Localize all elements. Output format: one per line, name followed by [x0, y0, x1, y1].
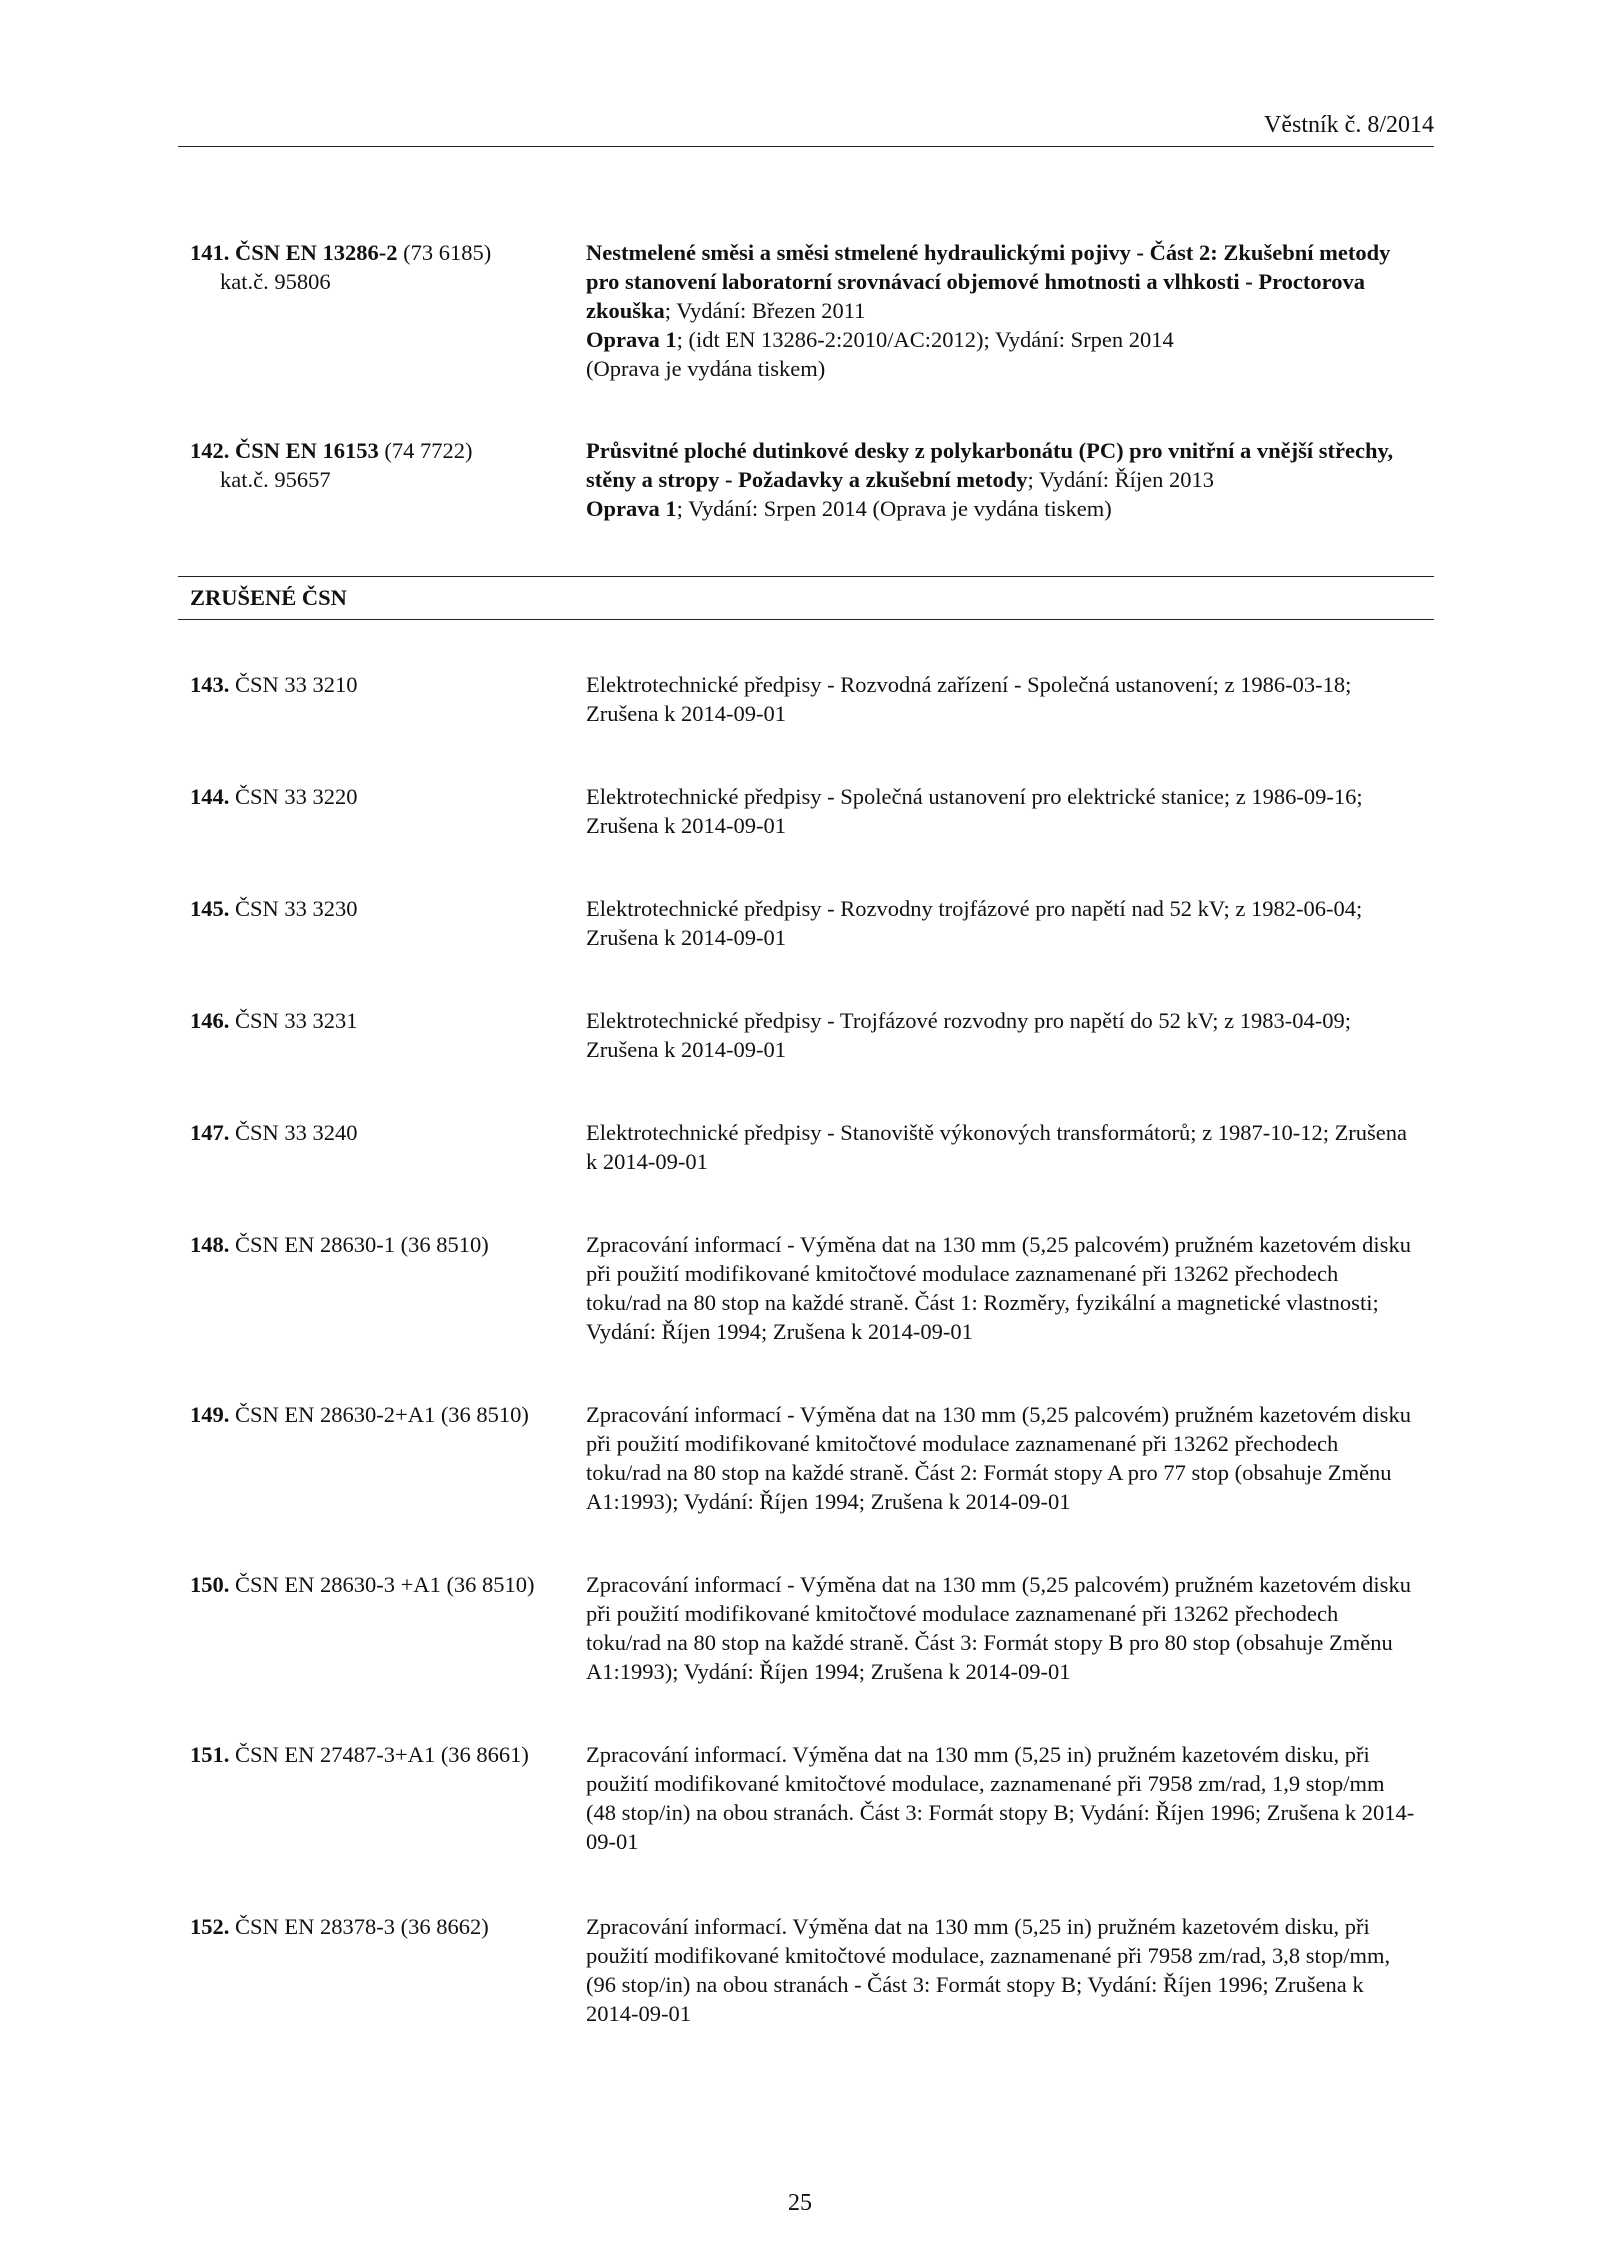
entry-description: Zpracování informací. Výměna dat na 130 mm (5,25 in) pružném kazetovém disku, při použití modifikované kmitočtové modulace, zaznamenané při 7958 zm/rad, 3,8 stop/mm, (96 stop/in) na obou stranách - Část 3: Formát stopy B; Vydání: Říjen 1996; Zrušena k 2014-09-01 [586, 1914, 1391, 2026]
page-number: 25 [788, 2190, 812, 2216]
section-title: ZRUŠENÉ ČSN [190, 585, 347, 610]
entry-number: 146. [190, 1008, 230, 1033]
standard-code: ČSN EN 13286-2 [235, 240, 398, 265]
entry-designation [190, 1570, 580, 1599]
standard-code: ČSN 33 3240 [235, 1120, 358, 1145]
entry-designation [190, 894, 580, 923]
entry-designation [190, 1400, 580, 1429]
entry-designation [190, 1230, 580, 1259]
journal-issue: Věstník č. 8/2014 [1264, 112, 1434, 138]
correction-label: Oprava 1 [586, 327, 677, 352]
entry-description: Elektrotechnické předpisy - Trojfázové rozvodny pro napětí do 52 kV; z 1983-04-09; Zrušena k 2014-09-01 [586, 1008, 1352, 1062]
entry-description: Zpracování informací - Výměna dat na 130 mm (5,25 palcovém) pružném kazetovém disku při použití modifikované kmitočtové modulace zaznamenané při 13262 přechodech toku/rad na 80 stop na každé straně. Část 3: Formát stopy B pro 80 stop (obsahuje Změnu A1:1993); Vydání: Říjen 1994; Zrušena k 2014-09-01 [586, 1572, 1411, 1684]
section-heading [178, 576, 1434, 620]
entry-number: 147. [190, 1120, 230, 1145]
edition: ; Vydání: Březen 2011 [664, 298, 866, 323]
entry-designation [190, 436, 580, 494]
standard-title: Nestmelené směsi a směsi stmelené hydraulickými pojivy - Část 2: Zkušební metody pro stanovení laboratorní srovnávací objemové hmotnosti a vlhkosti - Proctorova zkouška [586, 240, 1391, 323]
entry-description: Zpracování informací. Výměna dat na 130 mm (5,25 in) pružném kazetovém disku, při použití modifikované kmitočtové modulace, zaznamenané při 7958 zm/rad, 1,9 stop/mm (48 stop/in) na obou stranách. Část 3: Formát stopy B; Vydání: Říjen 1996; Zrušena k 2014-09-01 [586, 1742, 1415, 1854]
standard-code: ČSN EN 28630-1 (36 8510) [235, 1232, 489, 1257]
classification: (74 7722) [384, 438, 473, 463]
standard-code: ČSN EN 28378-3 (36 8662) [235, 1914, 489, 1939]
entry-designation [190, 782, 580, 811]
correction-text: ; Vydání: Srpen 2014 (Oprava je vydána tiskem) [676, 496, 1112, 521]
standard-code: ČSN EN 27487-3+A1 (36 8661) [235, 1742, 529, 1767]
entry-description: Elektrotechnické předpisy - Rozvodná zařízení - Společná ustanovení; z 1986-03-18; Zrušena k 2014-09-01 [586, 672, 1352, 726]
entry-description [586, 436, 1416, 523]
entry-description: Zpracování informací - Výměna dat na 130 mm (5,25 palcovém) pružném kazetovém disku při použití modifikované kmitočtové modulace zaznamenané při 13262 přechodech toku/rad na 80 stop na každé straně. Část 1: Rozměry, fyzikální a magnetické vlastnosti; Vydání: Říjen 1994; Zrušena k 2014-09-01 [586, 1232, 1411, 1344]
entry-number: 145. [190, 896, 230, 921]
standard-code: ČSN EN 28630-2+A1 (36 8510) [235, 1402, 529, 1427]
entry-number: 148. [190, 1232, 230, 1257]
classification: (73 6185) [403, 240, 492, 265]
edition: ; Vydání: Říjen 2013 [1027, 467, 1214, 492]
correction-label: Oprava 1 [586, 496, 677, 521]
entry-designation [190, 238, 580, 296]
entry-description: Elektrotechnické předpisy - Společná ustanovení pro elektrické stanice; z 1986-09-16; Zrušena k 2014-09-01 [586, 784, 1363, 838]
entry-description: Elektrotechnické předpisy - Stanoviště výkonových transformátorů; z 1987-10-12; Zrušena k 2014-09-01 [586, 1120, 1408, 1174]
entry-designation [190, 1912, 580, 1941]
page-header [178, 112, 1434, 147]
entry-number: 141. [190, 240, 230, 265]
entry-designation [190, 1118, 580, 1147]
entry-designation [190, 670, 580, 699]
standard-code: ČSN EN 28630-3 +A1 (36 8510) [235, 1572, 535, 1597]
entry-designation [190, 1006, 580, 1035]
standard-code: ČSN 33 3210 [235, 672, 358, 697]
entry-number: 143. [190, 672, 230, 697]
standard-code: ČSN 33 3220 [235, 784, 358, 809]
entry-number: 152. [190, 1914, 230, 1939]
standard-title: Průsvitné ploché dutinkové desky z polykarbonátu (PC) pro vnitřní a vnější střechy, stěny a stropy - Požadavky a zkušební metody [586, 438, 1394, 492]
catalog-number: kat.č. 95806 [220, 269, 331, 294]
standard-code: ČSN 33 3230 [235, 896, 358, 921]
entry-number: 144. [190, 784, 230, 809]
entry-description: Elektrotechnické předpisy - Rozvodny trojfázové pro napětí nad 52 kV; z 1982-06-04; Zrušena k 2014-09-01 [586, 896, 1363, 950]
entry-description [586, 238, 1416, 383]
correction-text: ; (idt EN 13286-2:2010/AC:2012); Vydání: Srpen 2014 [676, 327, 1174, 352]
entry-number: 149. [190, 1402, 230, 1427]
standard-code: ČSN EN 16153 [235, 438, 379, 463]
entry-number: 142. [190, 438, 230, 463]
entry-number: 150. [190, 1572, 230, 1597]
entry-description: Zpracování informací - Výměna dat na 130 mm (5,25 palcovém) pružném kazetovém disku při použití modifikované kmitočtové modulace zaznamenané při 13262 přechodech toku/rad na 80 stop na každé straně. Část 2: Formát stopy A pro 77 stop (obsahuje Změnu A1:1993); Vydání: Říjen 1994; Zrušena k 2014-09-01 [586, 1402, 1411, 1514]
entry-designation [190, 1740, 580, 1769]
correction-note: (Oprava je vydána tiskem) [586, 356, 826, 381]
catalog-number: kat.č. 95657 [220, 467, 331, 492]
entry-number: 151. [190, 1742, 230, 1767]
standard-code: ČSN 33 3231 [235, 1008, 358, 1033]
